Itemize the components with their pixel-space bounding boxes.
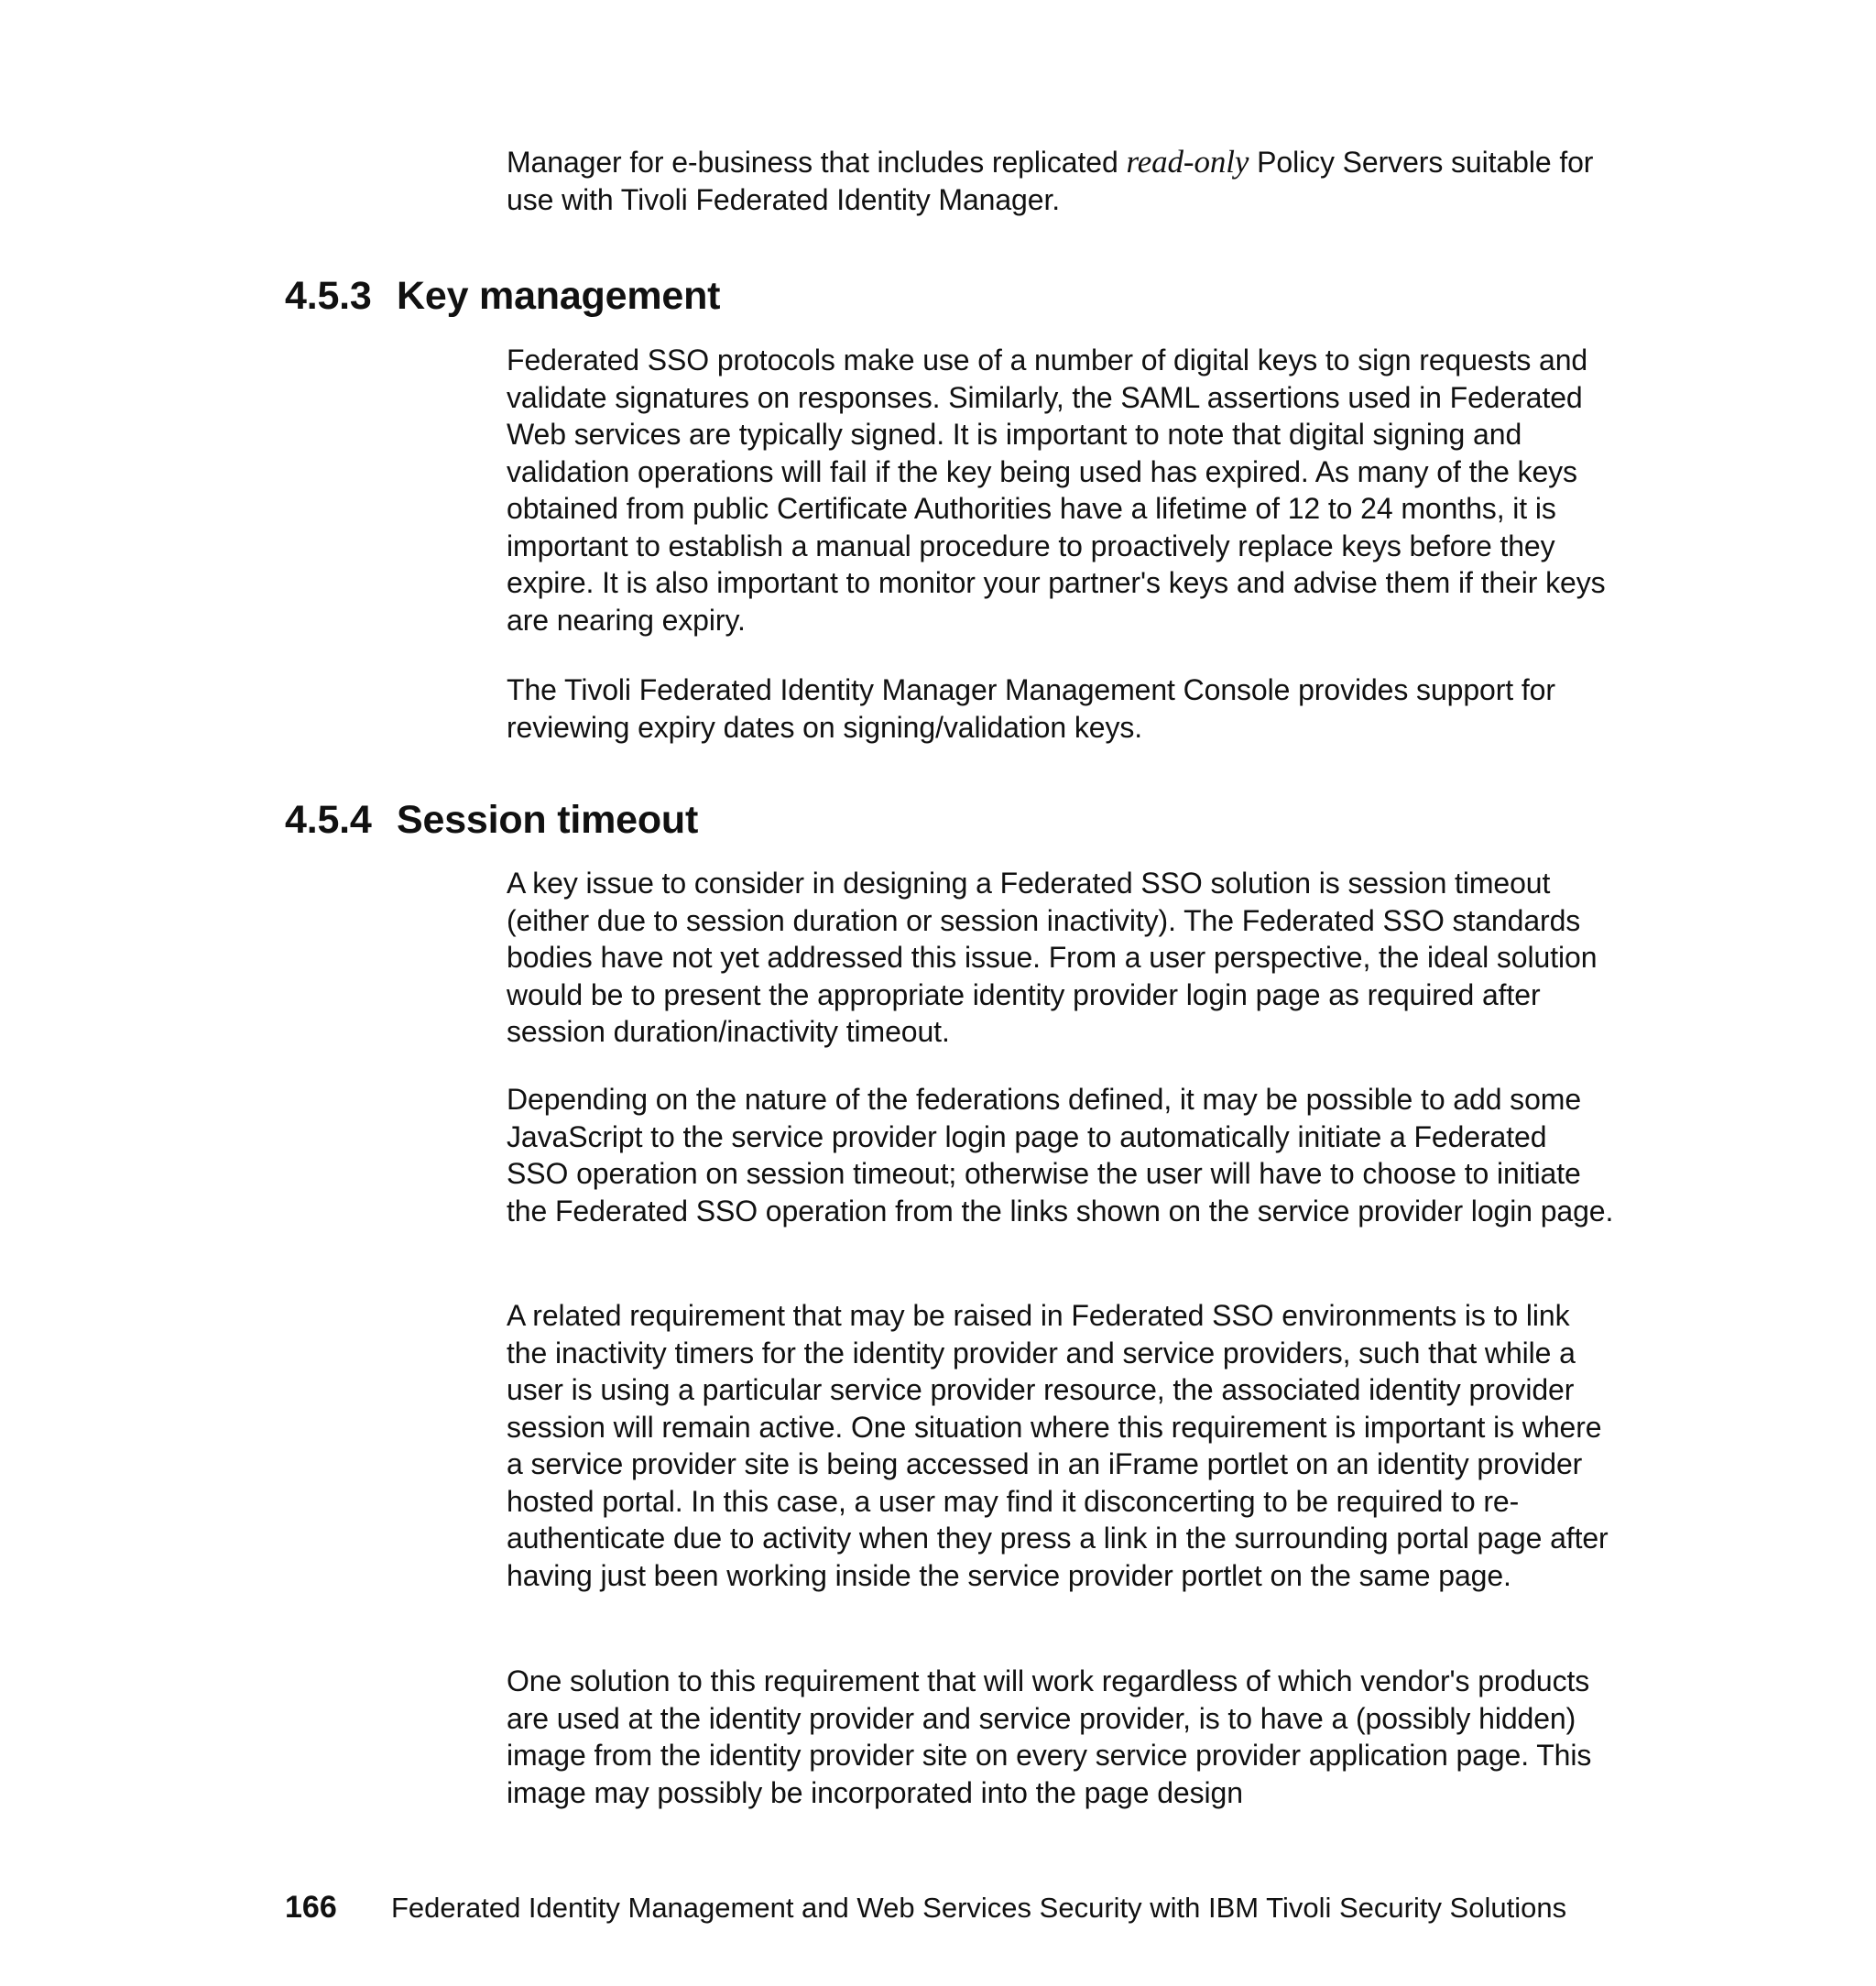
section-body-key-management-2 [507,671,1615,746]
intro-block [507,144,1615,218]
paragraph: Federated SSO protocols make use of a number of digital keys to sign requests and validate signatures on responses. Similarly, the SAML assertions used in Federated Web services are typically signed. It is important to note that digital signing and validation operations will fail if the key being used has expired. As many of the keys obtained from public Certificate Authorities have a lifetime of 12 to 24 months, it is important to establish a manual procedure to proactively replace keys before they expire. It is also important to monitor your partner's keys and advise them if their keys are nearing expiry. [507,344,1606,637]
intro-text-after: Policy Servers suitable for use with Tivoli Federated Identity Manager. [507,146,1594,216]
intro-italic-term: read-only [1126,144,1249,180]
paragraph: A related requirement that may be raised in Federated SSO environments is to link the inactivity timers for the identity provider and service providers, such that while a user is using a particular service provider resource, the associated identity provider session will remain active. One situation where this requirement is important is where a service provider site is being accessed in an iFrame portlet on an identity provider hosted portal. In this case, a user may find it disconcerting to be required to re-authenticate due to activity when they press a link in the surrounding portal page after having just been working inside the service provider portlet on the same page. [507,1299,1609,1592]
page-number: 166 [285,1890,337,1925]
section-body-session-timeout-2 [507,1081,1615,1229]
paragraph: A key issue to consider in designing a Federated SSO solution is session timeout (either due to session duration or session inactivity). The Federated SSO standards bodies have not yet addressed this issue. From a user perspective, the ideal solution would be to present the appropriate identity provider login page as required after session duration/inactivity timeout. [507,867,1598,1048]
section-title: Session timeout [397,798,699,842]
section-body-session-timeout-3 [507,1297,1615,1594]
section-body-session-timeout-4 [507,1663,1615,1811]
section-body-session-timeout-1 [507,865,1615,1051]
intro-text-before: Manager for e-business that includes replicated [507,146,1127,179]
intro-paragraph [507,144,1615,218]
page-footer [285,1889,1566,1926]
book-title: Federated Identity Management and Web Services Security with IBM Tivoli Security Solutions [391,1892,1567,1924]
section-heading-session-timeout [285,797,698,843]
section-body-key-management [507,342,1615,638]
section-number: 4.5.3 [285,274,372,318]
section-heading-key-management [285,273,720,319]
section-title: Key management [397,274,721,318]
paragraph: The Tivoli Federated Identity Manager Management Console provides support for reviewing expiry dates on signing/validation keys. [507,673,1555,744]
paragraph: Depending on the nature of the federations defined, it may be possible to add some JavaScript to the service provider login page to automatically initiate a Federated SSO operation on session timeout; otherwise the user will have to choose to initiate the Federated SSO operation from the links shown on the service provider login page. [507,1083,1614,1228]
section-number: 4.5.4 [285,798,372,842]
paragraph: One solution to this requirement that will work regardless of which vendor's products are used at the identity provider and service provider, is to have a (possibly hidden) image from the identity provider site on every service provider application page. This image may possibly be incorporated into the page design [507,1664,1592,1809]
